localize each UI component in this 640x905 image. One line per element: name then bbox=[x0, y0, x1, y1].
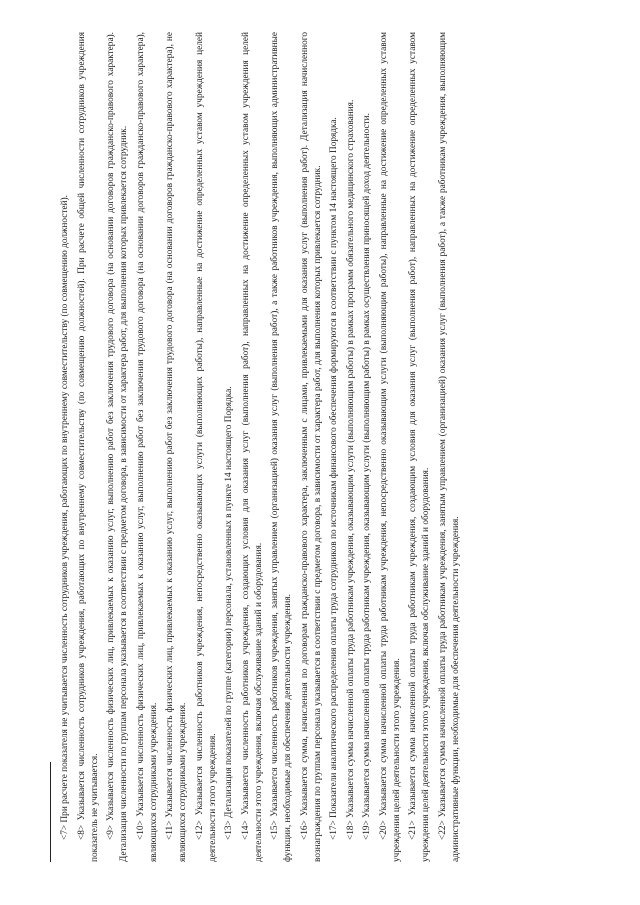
footnote-14: <14> Указывается численность работников учреждения, создающих условия для оказания услуг (выполнения работ), направленных на достижение определенных уставом учреждения целей деятельности этого учреждения, включая обслуживание зданий и оборудования. bbox=[240, 32, 264, 862]
footnote-8: <8> Указывается численность сотрудников учреждения, работающих по внутреннему совместительству (по совмещению должностей). При расчете общей численности сотрудников учреждения показатель не учитывается. bbox=[76, 32, 100, 862]
footnote-22: <22> Указывается сумма начисленной оплаты труда работникам учреждения, занятым управлением (организацией) оказания услуг (выполнения работ), а также работникам учреждения, выполняющим административные функции, необходимые для обеспечения деятельности учреждения. bbox=[437, 32, 461, 862]
footnote-11: <11> Указывается численность физических лиц, привлекаемых к оказанию услуг, выполнению работ без заключения трудового договора (на основании договоров гражданско-правового характера), не являющихся сотрудниками учреждения. bbox=[165, 32, 188, 862]
footnote-15: <15> Указывается численность работников учреждения, занятых управлением (организацией) оказания услуг (выполнения работ), а также работников учреждения, выполняющих административные функции, необходимые для обеспечения деятельности учреждения. bbox=[270, 32, 293, 862]
footnote-separator bbox=[50, 762, 51, 862]
footnote-17: <17> Показатели аналитического распределения оплаты труда сотрудников по источникам финансового обеспечения формируются в соответствии с пунктом 14 настоящего Порядка. bbox=[329, 117, 339, 840]
footnote-16: <16> Указывается сумма, начисленная по договорам гражданско-правового характера, заключенным с лицами, привлекаемыми для оказания услуг (выполнения работ). Детализация начисленного вознаграждения по группам персонала указывается в соответствии с предметом договора, в зависимости от характера работ, для выполнения которых привлекается сотрудник. bbox=[299, 32, 323, 862]
footnote-20: <20> Указывается сумма начисленной оплаты труда работникам учреждения, непосредственно оказывающим услуги (выполняющим работы), направленные на достижение определенных уставом учреждения целей деятельности этого учреждения. bbox=[378, 32, 402, 862]
footnote-19: <19> Указывается сумма начисленной оплаты труда работникам учреждения, оказывающим услуги (выполняющим работы) в рамках осуществления приносящей доход деятельности. bbox=[362, 113, 372, 840]
rotated-page bbox=[10, 12, 630, 892]
footnote-13: <13> Детализация показателей по группе (категории) персонала, установленных в пункте 14 настоящего Порядка. bbox=[224, 386, 234, 840]
footnote-9: <9> Указывается численность физических лиц, привлекаемых к оказанию услуг, выполнению работ без заключения трудового договора (на основании договоров гражданско-правового характера). Детализация численности по группам персонала указывается в соответствии с предметом договора, в зависимости от характера работ, для выполнения которых привлекается сотрудник. bbox=[106, 32, 129, 862]
footnote-21: <21> Указывается сумма начисленной оплаты труда работникам учреждения, создающим условия для оказания услуг (выполнения работ), направленных на достижение определенных уставом учреждения целей деятельности этого учреждения, включая обслуживание зданий и оборудования. bbox=[408, 32, 431, 862]
footnote-18: <18> Указывается сумма начисленной оплаты труда работникам учреждения, оказывающим услуги (выполняющим работы) в рамках программ обязательного медицинского страхования. bbox=[345, 99, 356, 840]
footnote-7: <7> При расчете показателя не учитывается численность сотрудников учреждения, работающих по внутреннему совместительству (по совмещению должностей). bbox=[60, 194, 70, 840]
footnote-10: <10> Указывается численность физических лиц, привлекаемых к оказанию услуг, выполнению работ без заключения трудового договора (на основании договоров гражданско-правового характера), являющихся сотрудниками учреждения. bbox=[135, 32, 159, 862]
footnote-12: <12> Указывается численность работников учреждения, непосредственно оказывающих услуги (выполняющих работы), направленные на достижение определенных уставом учреждения целей деятельности этого учреждения. bbox=[194, 32, 218, 862]
